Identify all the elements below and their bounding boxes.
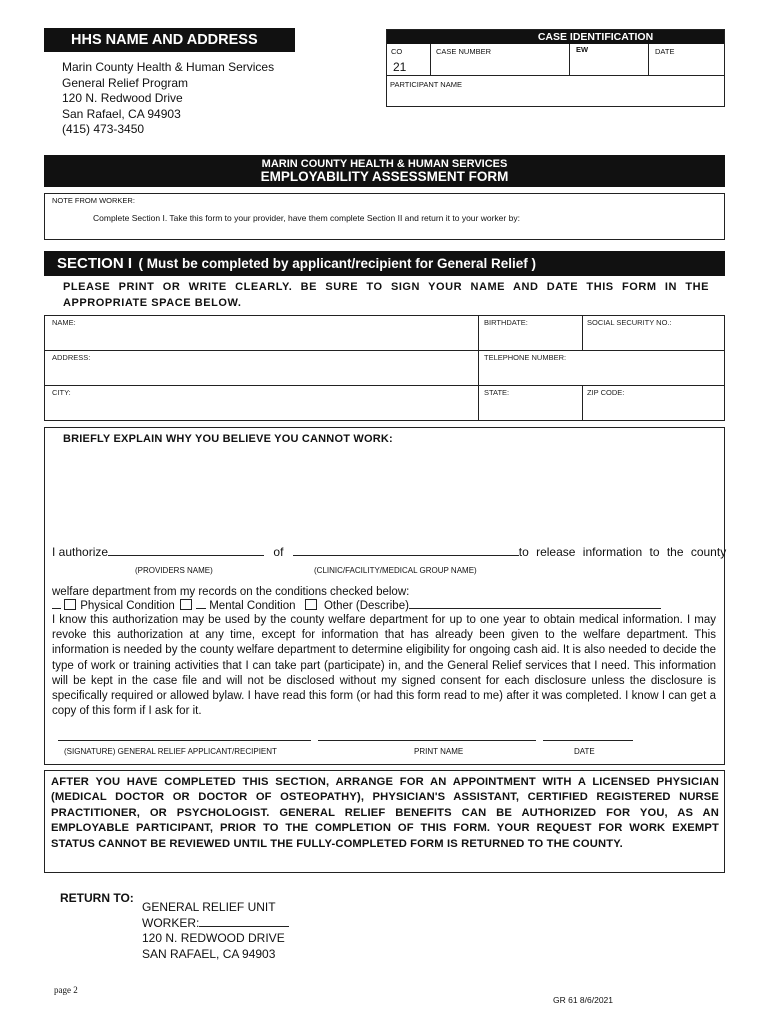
case-number-label: CASE NUMBER: [436, 47, 492, 56]
hhs-address-box: [44, 28, 295, 142]
return-unit: GENERAL RELIEF UNIT: [142, 900, 276, 914]
note-label: NOTE FROM WORKER:: [52, 196, 135, 205]
physical-condition-label: Physical Condition: [80, 600, 175, 612]
ew-cell[interactable]: [569, 44, 649, 76]
case-row: [387, 44, 724, 76]
physical-condition-checkbox[interactable]: [64, 599, 76, 610]
other-condition-checkbox[interactable]: [305, 599, 317, 610]
clinic-name-caption: (CLINIC/FACILITY/MEDICAL GROUP NAME): [314, 566, 477, 575]
signature-line[interactable]: [58, 740, 311, 741]
telephone-field[interactable]: [479, 351, 724, 386]
i-authorize-text: I authorize: [52, 545, 109, 559]
return-to-label: RETURN TO:: [60, 891, 134, 905]
mental-condition-label: Mental Condition: [209, 600, 296, 612]
print-name-caption: PRINT NAME: [414, 747, 464, 756]
providers-name-caption: (PROVIDERS NAME): [135, 566, 213, 575]
state-field[interactable]: [479, 386, 583, 420]
notice-text: AFTER YOU HAVE COMPLETED THIS SECTION, ARRANGE FOR AN APPOINTMENT WITH A LICENSED PHYSICIAN (MEDICAL DOCTOR OR DOCTOR OF OSTEOPATHY), PHYSICIAN'S ASSISTANT, CERTIFIED REGISTERED NURSE PRACTITIONER, OR PSYCHOLOGIST. GENERAL RELIEF BENEFITS CAN BE AUTHORIZED FOR YOU, AS AN EMPLOYABLE PARTICIPANT, PRIOR TO THE COMPLETION OF THIS FORM. YOUR REQUEST FOR WORK EXEMPT STATUS CANNOT BE REVIEWED UNTIL THE FULLY-COMPLETED FORM IS RETURNED TO THE COUNTY.: [51, 776, 719, 850]
mental-condition-checkbox[interactable]: [180, 599, 192, 610]
other-describe-blank[interactable]: [409, 608, 661, 609]
name-label: NAME:: [52, 318, 76, 327]
birthdate-label: BIRTHDATE:: [484, 318, 528, 327]
clinic-name-blank[interactable]: [293, 555, 519, 556]
page-number: page 2: [54, 985, 78, 995]
hhs-line: San Rafael, CA 94903: [62, 106, 181, 121]
case-header: CASE IDENTIFICATION: [387, 30, 724, 44]
hhs-line: (415) 473-3450: [62, 122, 145, 136]
authorization-paragraph: I know this authorization may be used by the county welfare department for up to one year to obtain medical information. I may revoke this authorization at any time, except for information that has already been given to the welfare department. This information is needed by the county welfare department to determine eligibility for ongoing cash aid. It is also needed to decide the type of work or training activities that I can take part (participate) in, and the General Relief services that I need. This information will be kept in the case file and will not be disclosed without my signed consent for each disclosure unless the disclosure is specifically required or allowed bylaw. I have read this form (or had this form read to me) after it was completed. I know I can get a copy of this form if I ask for it.: [52, 614, 716, 718]
hhs-line: 120 N. Redwood Drive: [62, 91, 183, 105]
welfare-line: welfare department from my records on the conditions checked below:: [52, 586, 410, 598]
date-cell[interactable]: [649, 44, 724, 76]
note-text: Complete Section I. Take this form to your provider, have them complete Section II and return it to your worker by:: [93, 213, 520, 223]
other-condition-label: Other (Describe): [323, 600, 409, 612]
return-city: SAN RAFAEL, CA 94903: [142, 946, 276, 961]
notice-box: [44, 770, 725, 873]
telephone-label: TELEPHONE NUMBER:: [484, 353, 567, 362]
ssn-label: SOCIAL SECURITY NO.:: [587, 318, 672, 327]
name-field[interactable]: [45, 316, 479, 351]
ew-label: EW: [576, 45, 589, 54]
case-number-cell[interactable]: [431, 44, 569, 76]
return-worker-row: [142, 916, 289, 932]
participant-name-cell[interactable]: [387, 76, 724, 106]
address-field[interactable]: [45, 351, 479, 386]
co-label: CO: [391, 47, 403, 56]
section1-instruction: PLEASE PRINT OR WRITE CLEARLY. BE SURE TO SIGN YOUR NAME AND DATE THIS FORM IN THE APPROPRIATE SPACE BELOW.: [63, 281, 709, 309]
section1-title: SECTION I: [57, 255, 133, 272]
hhs-header: HHS NAME AND ADDRESS: [44, 28, 295, 52]
return-worker-label: WORKER:: [142, 915, 200, 930]
hhs-line: General Relief Program: [62, 75, 189, 90]
address-label: ADDRESS:: [52, 353, 91, 362]
section1-subtitle: ( Must be completed by applicant/recipient for General Relief ): [138, 256, 537, 271]
state-label: STATE:: [484, 388, 510, 397]
print-name-line[interactable]: [318, 740, 536, 741]
agency-title: MARIN COUNTY HEALTH & HUMAN SERVICES: [261, 158, 508, 170]
personal-info-grid: [44, 315, 725, 421]
conditions-row: [52, 599, 661, 612]
form-title: EMPLOYABILITY ASSESSMENT FORM: [260, 169, 509, 184]
date-label: DATE: [655, 47, 675, 56]
co-value: 21: [393, 60, 407, 74]
section1-header: [44, 251, 725, 276]
case-identification-box: [386, 29, 725, 107]
city-label: CITY:: [52, 388, 71, 397]
hhs-line: Marin County Health & Human Services: [62, 60, 275, 74]
zip-field[interactable]: [583, 386, 724, 420]
hhs-lines: [44, 52, 295, 138]
ssn-field[interactable]: [583, 316, 724, 351]
participant-label: PARTICIPANT NAME: [390, 80, 462, 89]
of-text: of: [273, 545, 284, 559]
zip-label: ZIP CODE:: [587, 388, 625, 397]
worker-name-blank[interactable]: [199, 926, 289, 927]
to-release-text: to release information to the county: [518, 545, 727, 559]
authorization-line: [52, 545, 727, 559]
form-id: GR 61 8/6/2021: [553, 995, 614, 1005]
return-street: 120 N. REDWOOD DRIVE: [142, 931, 285, 945]
providers-name-blank[interactable]: [108, 555, 264, 556]
underline-lead: [52, 608, 61, 609]
signature-caption: (SIGNATURE) GENERAL RELIEF APPLICANT/RECIPIENT: [64, 747, 277, 756]
birthdate-field[interactable]: [479, 316, 583, 351]
return-to-address: [142, 900, 289, 962]
explain-label: BRIEFLY EXPLAIN WHY YOU BELIEVE YOU CANNOT WORK:: [63, 433, 393, 445]
city-field[interactable]: [45, 386, 479, 420]
co-cell[interactable]: [387, 44, 431, 76]
date-line[interactable]: [543, 740, 633, 741]
note-box[interactable]: [44, 193, 725, 240]
date-caption: DATE: [574, 747, 595, 756]
form-title-bar: [44, 155, 725, 187]
underline-gap: [196, 608, 206, 609]
